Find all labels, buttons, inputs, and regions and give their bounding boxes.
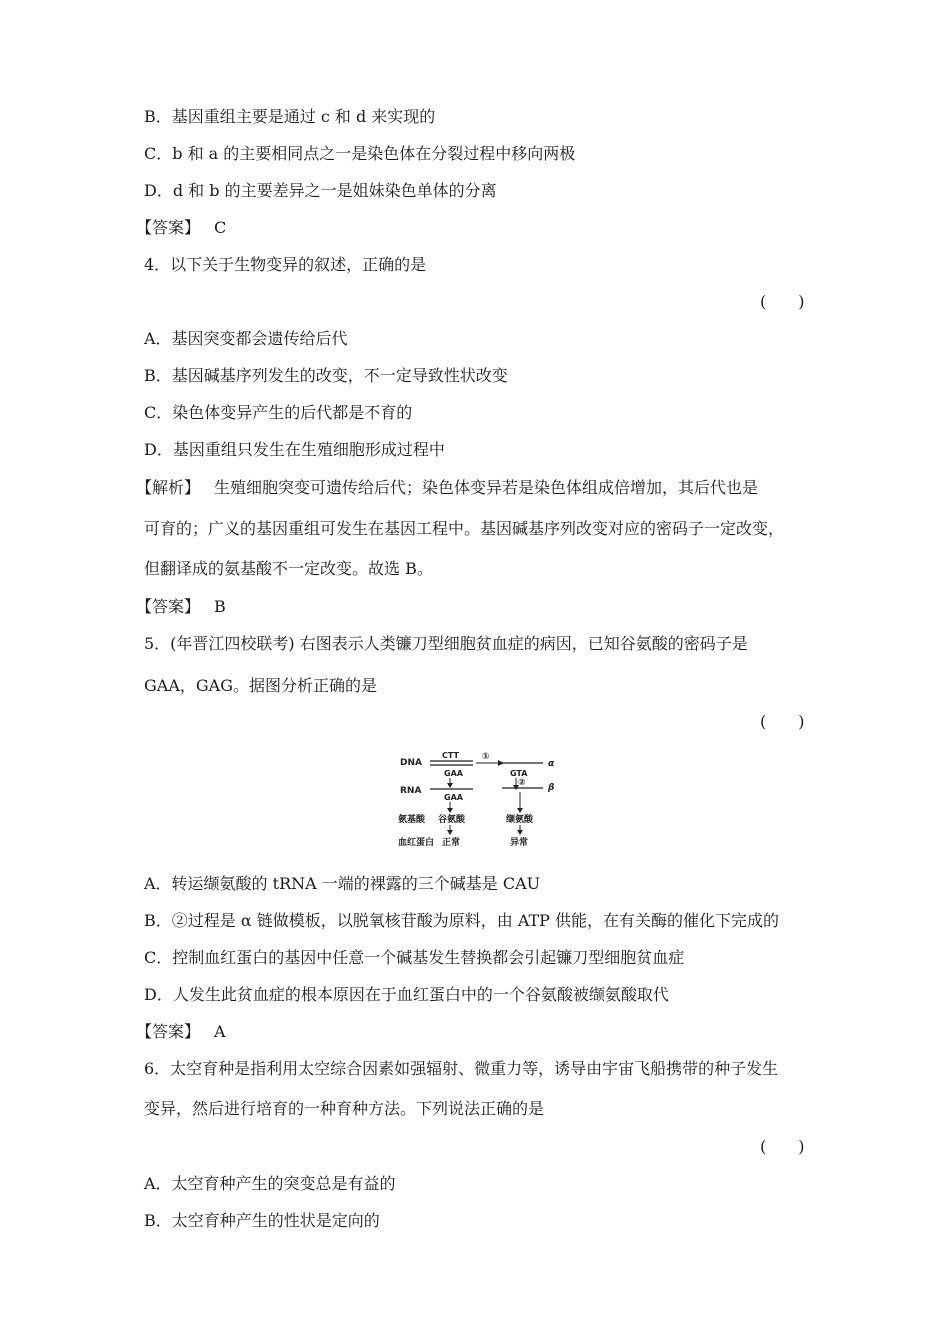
q5-stem-line-1: 5．(年晋江四校联考) 右图表示人类镰刀型细胞贫血症的病因，已知谷氨酸的密码子是 bbox=[144, 634, 748, 653]
q6-answer-bracket: ( ) bbox=[760, 1137, 805, 1156]
sickle-cell-diagram bbox=[398, 748, 568, 850]
analysis-text: 生殖细胞突变可遗传给后代；染色体变异若是染色体组成倍增加，其后代也是 bbox=[214, 478, 759, 497]
q4-option-a: A．基因突变都会遗传给后代 bbox=[144, 329, 348, 348]
q4-answer bbox=[136, 596, 810, 618]
aa-glutamate: 谷氨酸 bbox=[438, 815, 466, 825]
hemoglobin-label: 血红蛋白 bbox=[398, 838, 435, 848]
alpha-label: α bbox=[548, 759, 555, 769]
q4-option-c: C．染色体变异产生的后代都是不育的 bbox=[144, 403, 413, 422]
answer-value: B bbox=[214, 597, 226, 616]
analysis-label: 【解析】 bbox=[136, 478, 201, 497]
q5-option-d: D．人发生此贫血症的根本原因在于血红蛋白中的一个谷氨酸被缬氨酸取代 bbox=[144, 985, 669, 1004]
codon-ctt: CTT bbox=[442, 751, 459, 760]
beta-label: β bbox=[548, 783, 555, 793]
q5-answer bbox=[136, 1021, 810, 1043]
dna-label: DNA bbox=[400, 758, 422, 768]
rna-label: RNA bbox=[400, 786, 422, 796]
q4-analysis-line-2: 可育的；广义的基因重组可发生在基因工程中。基因碱基序列改变对应的密码子一定改变， bbox=[144, 519, 785, 538]
answer-label: 【答案】 bbox=[136, 1022, 201, 1041]
q6-stem-line-1: 6．太空育种是指利用太空综合因素如强辐射、微重力等，诱导由宇宙飞船携带的种子发生 bbox=[144, 1059, 779, 1078]
q3-option-d: D．d 和 b 的主要差异之一是姐妹染色单体的分离 bbox=[144, 181, 497, 200]
q5-option-c: C．控制血红蛋白的基因中任意一个碱基发生替换都会引起镰刀型细胞贫血症 bbox=[144, 948, 685, 967]
q4-analysis-line-1 bbox=[136, 477, 810, 499]
q4-stem: 4．以下关于生物变异的叙述，正确的是 bbox=[144, 255, 427, 274]
normal-label: 正常 bbox=[442, 838, 461, 848]
q5-stem-line-2: GAA，GAG。据图分析正确的是 bbox=[144, 676, 378, 695]
q5-answer-bracket: ( ) bbox=[760, 712, 805, 731]
q4-analysis-line-3: 但翻译成的氨基酸不一定改变。故选 B。 bbox=[144, 559, 433, 578]
answer-value: C bbox=[214, 218, 227, 237]
q4-answer-bracket: ( ) bbox=[760, 292, 805, 311]
amino-acid-label: 氨基酸 bbox=[398, 815, 426, 825]
codon-gta: GTA bbox=[510, 769, 528, 778]
aa-valine: 缬氨酸 bbox=[506, 815, 534, 825]
q5-option-b: B．②过程是 α 链做模板，以脱氧核苷酸为原料，由 ATP 供能，在有关酶的催化下完成的 bbox=[144, 911, 780, 930]
q6-option-a: A．太空育种产生的突变总是有益的 bbox=[144, 1174, 396, 1193]
q3-option-b: B．基因重组主要是通过 c 和 d 来实现的 bbox=[144, 107, 436, 126]
q3-option-c: C．b 和 a 的主要相同点之一是染色体在分裂过程中移向两极 bbox=[144, 144, 576, 163]
answer-value: A bbox=[214, 1022, 226, 1041]
abnormal-label: 异常 bbox=[510, 838, 529, 848]
q5-option-a: A．转运缬氨酸的 tRNA 一端的裸露的三个碱基是 CAU bbox=[144, 874, 541, 893]
codon-gaa-dna: GAA bbox=[444, 769, 463, 778]
answer-label: 【答案】 bbox=[136, 218, 201, 237]
q3-answer bbox=[136, 217, 810, 239]
q6-stem-line-2: 变异，然后进行培育的一种育种方法。下列说法正确的是 bbox=[144, 1099, 545, 1118]
q6-option-b: B．太空育种产生的性状是定向的 bbox=[144, 1211, 380, 1230]
codon-gaa-rna: GAA bbox=[444, 793, 463, 802]
q4-option-d: D．基因重组只发生在生殖细胞形成过程中 bbox=[144, 440, 445, 459]
step-2-marker: ② bbox=[518, 778, 526, 788]
answer-label: 【答案】 bbox=[136, 597, 201, 616]
q4-option-b: B．基因碱基序列发生的改变，不一定导致性状改变 bbox=[144, 366, 508, 385]
step-1-marker: ① bbox=[482, 752, 490, 762]
